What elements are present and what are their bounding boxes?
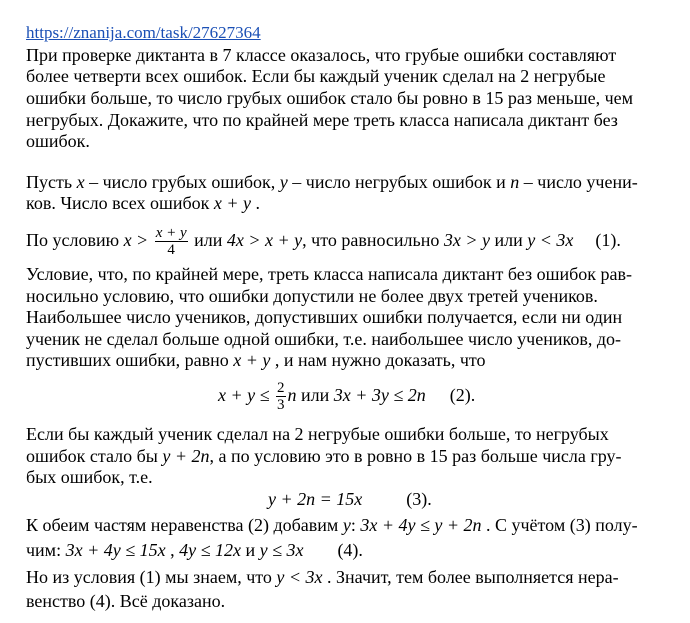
para2-line-2: носильно условию, что ошибки допустили не более двух третей учеников.: [26, 286, 598, 306]
text: или: [189, 230, 227, 250]
math: y < 3x: [276, 567, 323, 587]
text: чим:: [26, 540, 66, 560]
math-y: y: [279, 172, 288, 192]
text: ошибок стало бы: [26, 446, 163, 466]
para2-line-3: Наибольшее число учеников, допустивших ошибки получается, если ни один: [26, 307, 623, 327]
problem-line-2: более четверти всех ошибок. Если бы каждый ученик сделал на 2 негрубые: [26, 66, 606, 86]
math-rhs: 3x + 3y ≤ 2n: [333, 385, 426, 405]
equation-tag: (4).: [337, 540, 363, 560]
text: – число негрубых ошибок и: [287, 172, 506, 192]
para2-line-4: ученик не сделал больше одной ошибки, т.е. наибольшее число учеников, до-: [26, 329, 621, 349]
text: , и нам нужно доказать, что: [270, 350, 486, 370]
math: y ≤ 3x: [259, 540, 304, 560]
let-line-1: [26, 172, 638, 192]
para2-line-5: [26, 350, 486, 370]
problem-line-3: ошибки больше, то число грубых ошибок стало бы ровно в 15 раз меньше, чем: [26, 88, 634, 108]
para4-line-1: [26, 515, 638, 535]
problem-line-5: ошибок.: [26, 131, 90, 151]
math-x: x: [76, 172, 85, 192]
math: 3x + 4y ≤ 15x: [65, 540, 166, 560]
text: – число учени-: [519, 172, 638, 192]
math-y: y: [342, 515, 351, 535]
fraction-x-plus-y-over-4: [155, 225, 188, 258]
text: ,: [165, 540, 180, 560]
let-line-2: [26, 193, 260, 213]
equation-tag: (2).: [449, 385, 476, 405]
problem-line-1: [26, 45, 666, 65]
para5-line-1: [26, 567, 619, 587]
math-sum: x + y: [213, 193, 252, 213]
fraction-denominator: 4: [167, 242, 175, 259]
math: 3x > y: [443, 230, 490, 250]
text: – число грубых ошибок,: [84, 172, 276, 192]
text: . Значит, тем более выполняется нера-: [322, 567, 619, 587]
math: y + 2n: [162, 446, 210, 466]
fraction-2-over-3: [276, 380, 286, 413]
text: пустивших ошибки, равно: [26, 350, 234, 370]
math: y < 3x: [527, 230, 574, 250]
task-link[interactable]: https://znanija.com/task/27627364: [26, 23, 261, 42]
math: 4x > x + y: [226, 230, 303, 250]
math-lhs: x + y ≤: [218, 385, 270, 405]
math-n: n: [287, 385, 297, 405]
text: Пусть: [26, 172, 73, 192]
math-lhs: x >: [123, 230, 149, 250]
text: или: [296, 385, 334, 405]
text: или: [489, 230, 528, 250]
equation-tag: (1).: [595, 230, 621, 250]
text: По условию: [26, 230, 124, 250]
fraction-denominator: 3: [277, 397, 285, 414]
para5-line-2: венство (4). Всё доказано.: [26, 591, 226, 611]
equation-tag: (3).: [406, 489, 432, 509]
para3-line-3: бых ошибок, т.е.: [26, 467, 153, 487]
math-sum: x + y: [233, 350, 271, 370]
condition-line: [26, 222, 621, 258]
math-n: n: [510, 172, 520, 192]
para2-line-1: Условие, что, по крайней мере, треть класса написала диктант без ошибок рав-: [26, 264, 633, 284]
problem-text: При проверке диктанта в 7 классе оказалось, что грубые ошибки составляют: [26, 45, 617, 65]
math: 3x + 4y ≤ y + 2n: [360, 515, 482, 535]
text: , что равносильно: [302, 230, 444, 250]
para4-line-2: [26, 540, 363, 560]
text: К обеим частям неравенства (2) добавим: [26, 515, 343, 535]
fraction-numerator: x + y: [155, 225, 187, 242]
text: ков. Число всех ошибок: [26, 193, 214, 213]
para3-line-1: Если бы каждый ученик сделал на 2 негрубые ошибки больше, то негрубых: [26, 424, 609, 444]
math: 4y ≤ 12x: [179, 540, 241, 560]
problem-line-4: негрубых. Докажите, что по крайней мере треть класса написала диктант без: [26, 110, 618, 130]
math: y + 2n = 15x: [268, 489, 363, 509]
para3-line-2: [26, 446, 622, 466]
text: :: [350, 515, 361, 535]
text: .: [251, 193, 261, 213]
text: Но из условия (1) мы знаем, что: [26, 567, 277, 587]
equation-2: [218, 376, 475, 414]
fraction-numerator: 2: [277, 380, 285, 397]
text: и: [240, 540, 260, 560]
equation-3: [268, 489, 432, 509]
text: , а по условию это в ровно в 15 раз больше числа гру-: [209, 446, 622, 466]
text: . С учётом (3) полу-: [481, 515, 638, 535]
